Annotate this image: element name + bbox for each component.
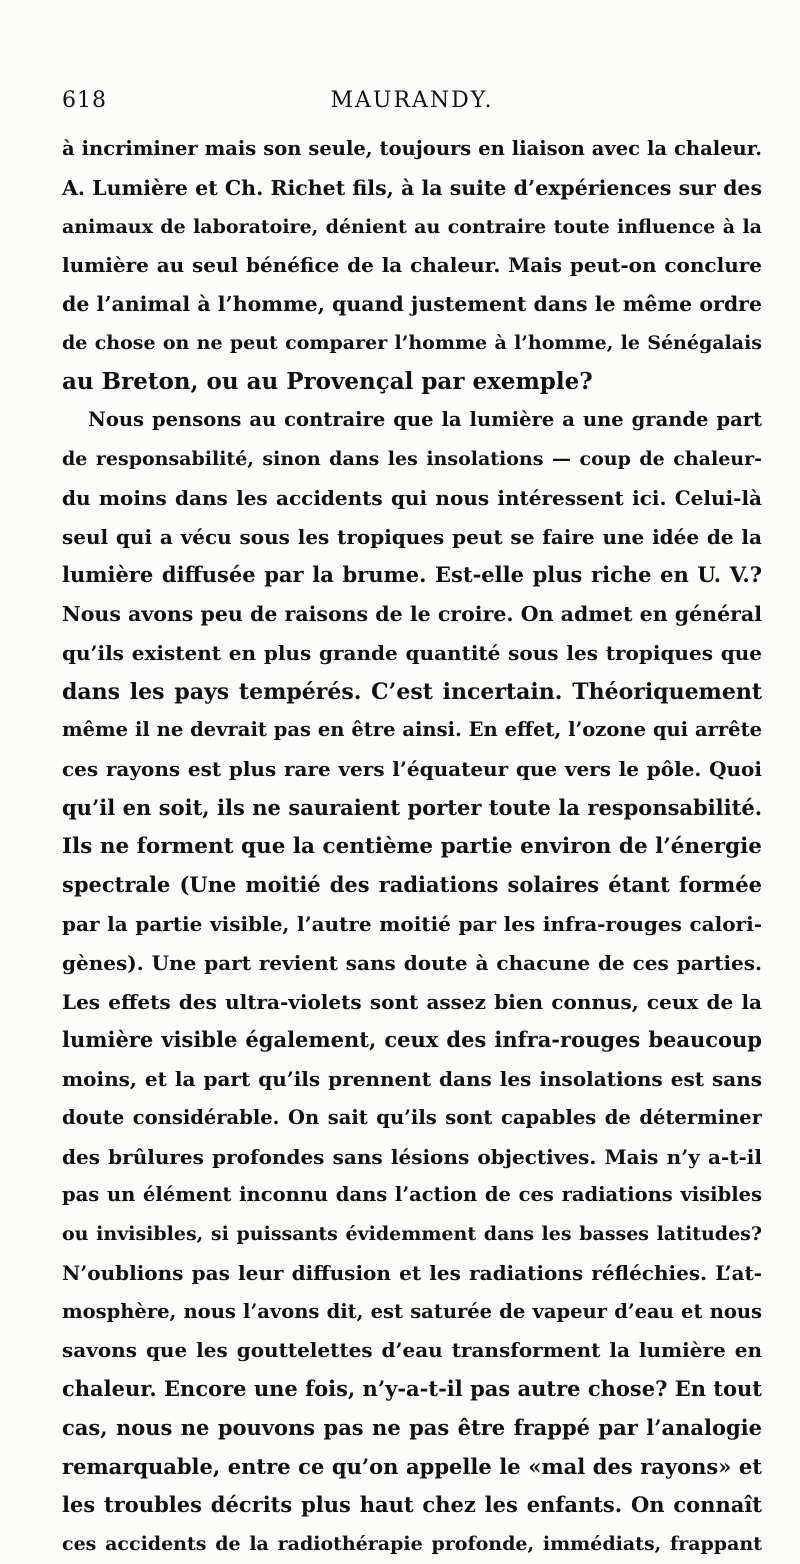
text-line: N’oublions pas leur diffusion et les radiations réfléchies. L’at- [62,1260,762,1285]
text-line: lumière visible également, ceux des infra-rouges beaucoup [62,1027,762,1053]
text-line: qu’il en soit, ils ne sauraient porter toute la responsabilité. [62,794,762,820]
text-line: lumière diffusée par la brume. Est-elle plus riche en U. V.? [62,562,762,588]
text-line: de chose on ne peut comparer l’homme à l’homme, le Sénégalais [62,331,762,354]
text-line: même il ne devrait pas en être ainsi. En effet, l’ozone qui arrête [62,718,762,742]
text-line: des brûlures profondes sans lésions objectives. Mais n’y a-t-il [62,1144,762,1169]
page-number: 618 [62,88,107,113]
text-line: Ils ne forment que la centième partie environ de l’énergie [62,833,762,859]
text-line: A. Lumière et Ch. Richet fils, à la suite d’expériences sur des [62,175,762,200]
running-title: MAURANDY. [330,88,494,113]
text-line: lumière au seul bénéfice de la chaleur. Mais peut-on conclure [62,253,762,278]
text-line: de responsabilité, sinon dans les insolations — coup de chaleur- [62,448,762,470]
text-line: de l’animal à l’homme, quand justement dans le même ordre [62,292,762,316]
text-line: gènes). Une part revient sans doute à chacune de ces parties. [62,950,762,975]
page-header [62,88,762,118]
text-line: mosphère, nous l’avons dit, est saturée de vapeur d’eau et nous [62,1299,762,1323]
text-line: qu’ils existent en plus grande quantité sous les tropiques que [62,640,762,665]
text-line: ces rayons est plus rare vers l’équateur que vers le pôle. Quoi [62,757,762,781]
text-line: moins, et la part qu’ils prennent dans les insolations est sans [62,1067,762,1091]
text-line: animaux de laboratoire, dénient au contraire toute influence à la [62,215,762,238]
text-line: Nous avons peu de raisons de le croire. On admet en général [62,602,762,626]
text-line: remarquable, entre ce qu’on appelle le «mal des rayons» et [62,1453,762,1479]
text-line: chaleur. Encore une fois, n’y-a-t-il pas autre chose? En tout [62,1376,762,1401]
body-text [62,130,762,1564]
text-line: dans les pays tempérés. C’est incertain. Théoriquement [62,678,762,705]
text-line: à incriminer mais son seule, toujours en liaison avec la chaleur. [62,137,762,160]
text-line: les troubles décrits plus haut chez les enfants. On connaît [62,1492,762,1518]
text-line: pas un élément inconnu dans l’action de ces radiations visibles [62,1183,762,1207]
text-line: cas, nous ne pouvons pas ne pas être frappé par l’analogie [62,1414,762,1440]
text-line: Les effets des ultra-violets sont assez bien connus, ceux de la [62,989,762,1014]
text-line: spectrale (Une moitié des radiations solaires étant formée [62,872,762,898]
text-line: du moins dans les accidents qui nous intéressent ici. Celui-là [62,485,762,510]
text-line: ces accidents de la radiothérapie profonde, immédiats, frappant [62,1533,762,1555]
text-line: savons que les gouttelettes d’eau transforment la lumière en [62,1338,762,1363]
text-line: seul qui a vécu sous les tropiques peut se faire une idée de la [62,524,762,549]
text-line: par la partie visible, l’autre moitié par les infra-rouges calori- [62,912,762,936]
text-line: au Breton, ou au Provençal par exemple? [62,367,593,395]
text-line: doute considérable. On sait qu’ils sont capables de déterminer [62,1105,762,1129]
text-line: Nous pensons au contraire que la lumière a une grande part [88,408,762,432]
text-line: ou invisibles, si puissants évidemment dans les basses latitudes? [62,1223,762,1245]
